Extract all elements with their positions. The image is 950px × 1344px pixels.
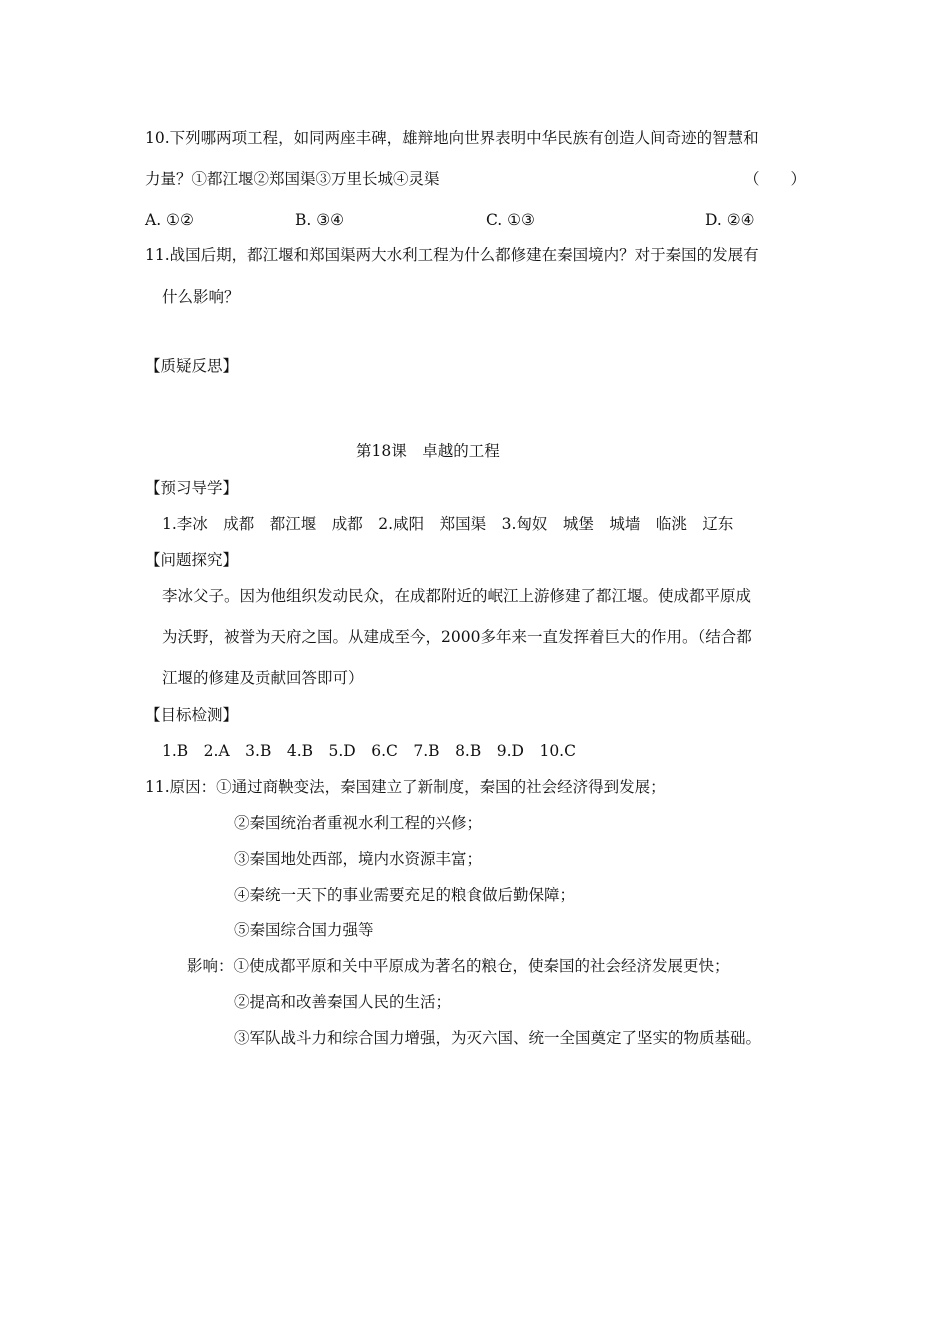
preview-answers: 1.李冰 成都 都江堰 成都 2.咸阳 郑国渠 3.匈奴 城堡 城墙 临洮 辽东 (162, 515, 734, 533)
q11-reason-5: ⑤秦国综合国力强等 (234, 921, 374, 939)
answer-parentheses: （ ） (744, 170, 807, 188)
option-c: C. ①③ (486, 211, 535, 229)
inquiry-heading: 【问题探究】 (145, 551, 239, 569)
q11-reason-2: ②秦国统治者重视水利工程的兴修； (234, 814, 483, 832)
q11-effect-2: ②提高和改善秦国人民的生活； (234, 993, 452, 1011)
inquiry-line-3: 江堰的修建及贡献回答即可） (162, 669, 364, 687)
q11-reason-4: ④秦统一天下的事业需要充足的粮食做后勤保障； (234, 886, 576, 904)
q11-reason-1: 11.原因：①通过商鞅变法，秦国建立了新制度，秦国的社会经济得到发展； (145, 778, 666, 796)
inquiry-line-2: 为沃野，被誉为天府之国。从建成至今，2000多年来一直发挥着巨大的作用。（结合都 (162, 628, 752, 646)
question-10-line-1: 10.下列哪两项工程，如同两座丰碑，雄辩地向世界表明中华民族有创造人间奇迹的智慧和 (145, 129, 759, 147)
target-heading: 【目标检测】 (145, 706, 239, 724)
question-11-line-1: 11.战国后期，都江堰和郑国渠两大水利工程为什么都修建在秦国境内？对于秦国的发展有 (145, 246, 759, 264)
target-answers: 1.B 2.A 3.B 4.B 5.D 6.C 7.B 8.B 9.D 10.C (162, 742, 576, 760)
q11-effect-3: ③军队战斗力和综合国力增强，为灭六国、统一全国奠定了坚实的物质基础。 (234, 1029, 762, 1047)
question-10-line-2: 力量？①都江堰②郑国渠③万里长城④灵渠 (145, 170, 440, 188)
option-a: A. ①② (145, 211, 194, 229)
inquiry-line-1: 李冰父子。因为他组织发动民众，在成都附近的岷江上游修建了都江堰。使成都平原成 (162, 587, 752, 605)
preview-heading: 【预习导学】 (145, 479, 239, 497)
q11-effect-1: 影响：①使成都平原和关中平原成为著名的粮仓，使秦国的社会经济发展更快； (187, 957, 730, 975)
answer-section-title: 第18课 卓越的工程 (356, 442, 500, 460)
option-d: D. ②④ (705, 211, 755, 229)
reflection-heading: 【质疑反思】 (145, 357, 239, 375)
q11-reason-3: ③秦国地处西部，境内水资源丰富； (234, 850, 483, 868)
option-b: B. ③④ (295, 211, 345, 229)
question-11-line-2: 什么影响？ (162, 288, 240, 306)
